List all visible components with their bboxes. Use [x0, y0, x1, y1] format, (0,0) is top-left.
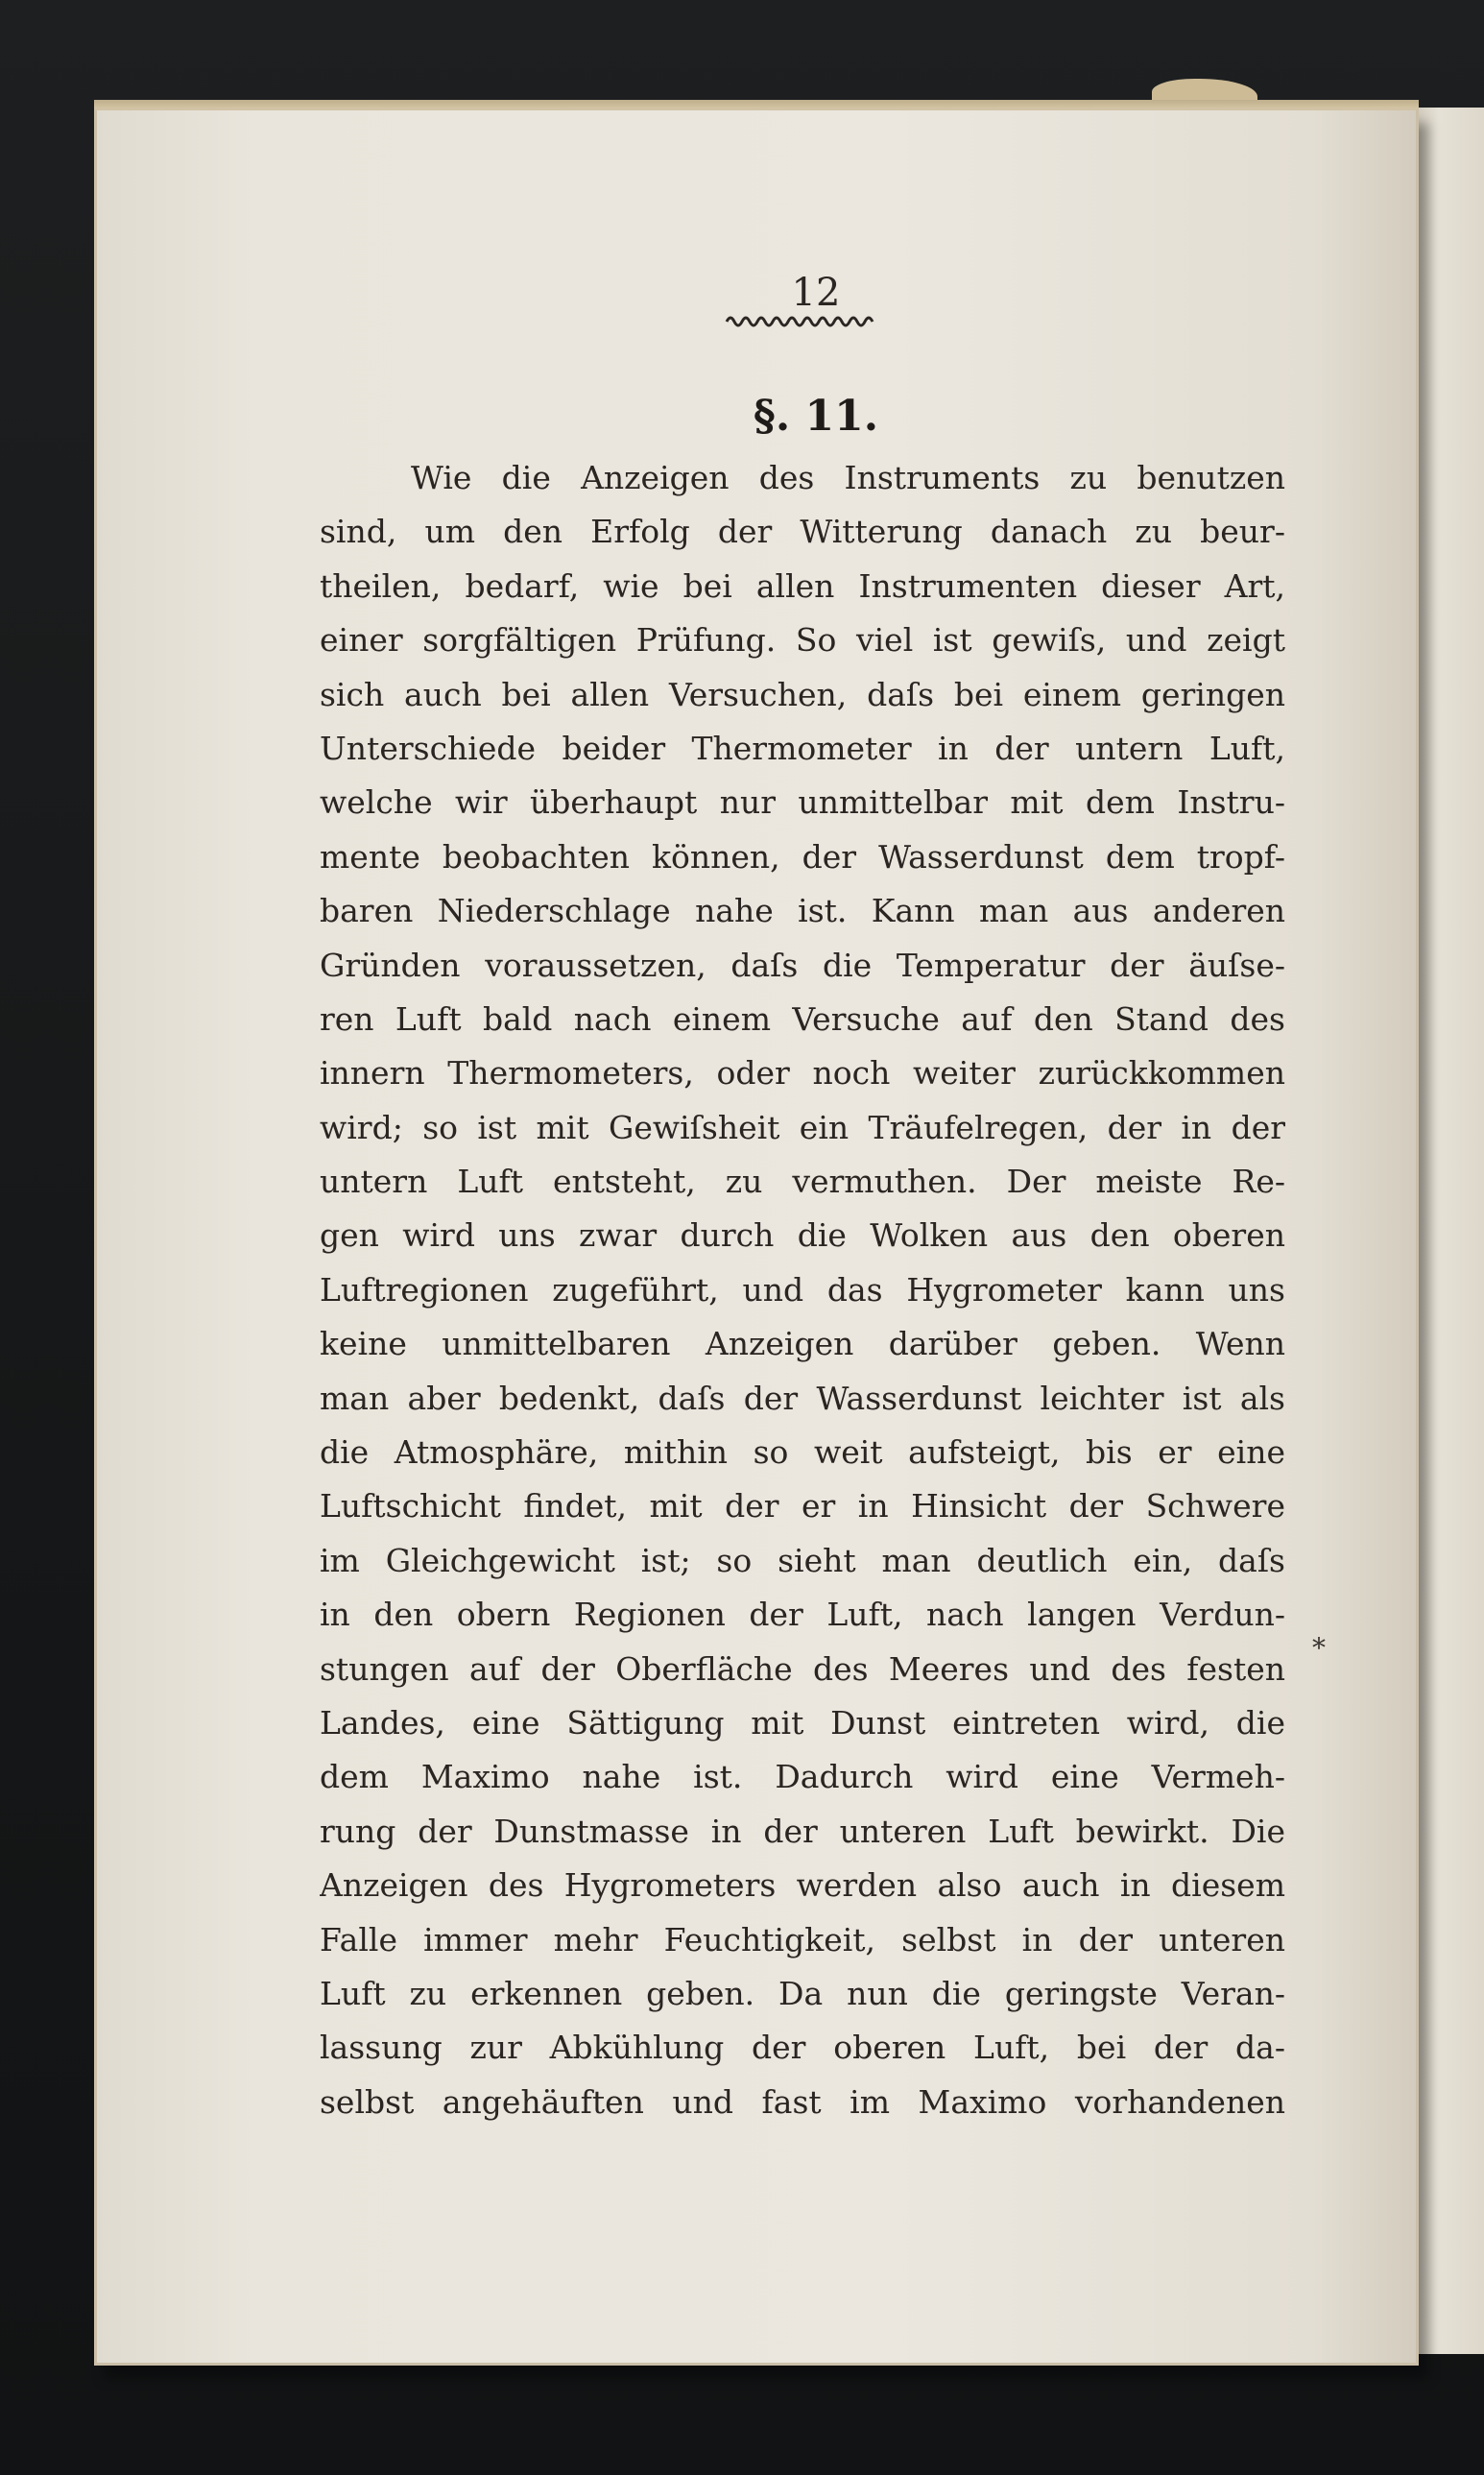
text-line: Gründen voraussetzen, daſs die Temperatur der äuſse- [320, 946, 1285, 984]
text-line: innern Thermometers, oder noch weiter zurückkommen [320, 1054, 1285, 1093]
text-line: ren Luft bald nach einem Versuche auf den Stand des [320, 999, 1285, 1038]
text-line: dem Maximo nahe ist. Dadurch wird eine Vermeh- [320, 1758, 1285, 1796]
text-line: mente beobachten können, der Wasserdunst dem tropf- [320, 837, 1285, 876]
text-line: wird; so ist mit Gewiſsheit ein Träufelregen, der in der [320, 1108, 1285, 1146]
section-heading: §. 11. [753, 392, 879, 441]
text-line: die Atmosphäre, mithin so weit aufsteigt, bis er eine [320, 1433, 1285, 1472]
text-line: sich auch bei allen Versuchen, daſs bei einem geringen [320, 675, 1285, 713]
text-line: Luftschicht findet, mit der er in Hinsicht der Schwere [320, 1487, 1285, 1526]
text-line: lassung zur Abkühlung der oberen Luft, bei der da- [320, 2029, 1285, 2067]
text-line: Anzeigen des Hygrometers werden also auch in diesem [320, 1866, 1285, 1905]
text-line: Landes, eine Sättigung mit Dunst eintreten wird, die [320, 1703, 1285, 1742]
text-line: keine unmittelbaren Anzeigen darüber geben. Wenn [320, 1325, 1285, 1363]
text-line: rung der Dunstmasse in der unteren Luft bewirkt. Die [320, 1812, 1285, 1850]
text-line: Falle immer mehr Feuchtigkeit, selbst in der unteren [320, 1920, 1285, 1958]
text-line: einer sorgfältigen Prüfung. So viel ist gewiſs, und zeigt [320, 621, 1285, 660]
wavy-rule-ornament [725, 313, 878, 330]
text-line: untern Luft entsteht, zu vermuthen. Der meiste Re- [320, 1163, 1285, 1201]
text-line: welche wir überhaupt nur unmittelbar mit dem Instru- [320, 783, 1285, 822]
body-text [320, 451, 1285, 2129]
text-line: in den obern Regionen der Luft, nach langen Verdun- [320, 1596, 1285, 1634]
text-line: gen wird uns zwar durch die Wolken aus den oberen [320, 1216, 1285, 1255]
text-line: baren Niederschlage nahe ist. Kann man aus anderen [320, 892, 1285, 930]
text-line: Unterschiede beider Thermometer in der untern Luft, [320, 729, 1285, 767]
text-line: Wie die Anzeigen des Instruments zu benutzen [411, 459, 1285, 496]
margin-mark: * [1312, 1632, 1326, 1664]
text-line: Luftregionen zugeführt, und das Hygrometer kann uns [320, 1270, 1285, 1309]
text-line: sind, um den Erfolg der Witterung danach zu beur- [320, 513, 1285, 551]
text-line: selbst angehäuften und fast im Maximo vorhandenen [320, 2082, 1285, 2121]
text-line: man aber bedenkt, daſs der Wasserdunst leichter ist als [320, 1379, 1285, 1417]
text-line: Luft zu erkennen geben. Da nun die geringste Veran- [320, 1974, 1285, 2012]
text-line: stungen auf der Oberfläche des Meeres und des festen [320, 1649, 1285, 1688]
text-line: theilen, bedarf, wie bei allen Instrumenten dieser Art, [320, 566, 1285, 605]
page-number: 12 [791, 271, 841, 315]
text-line: im Gleichgewicht ist; so sieht man deutlich ein, daſs [320, 1541, 1285, 1579]
